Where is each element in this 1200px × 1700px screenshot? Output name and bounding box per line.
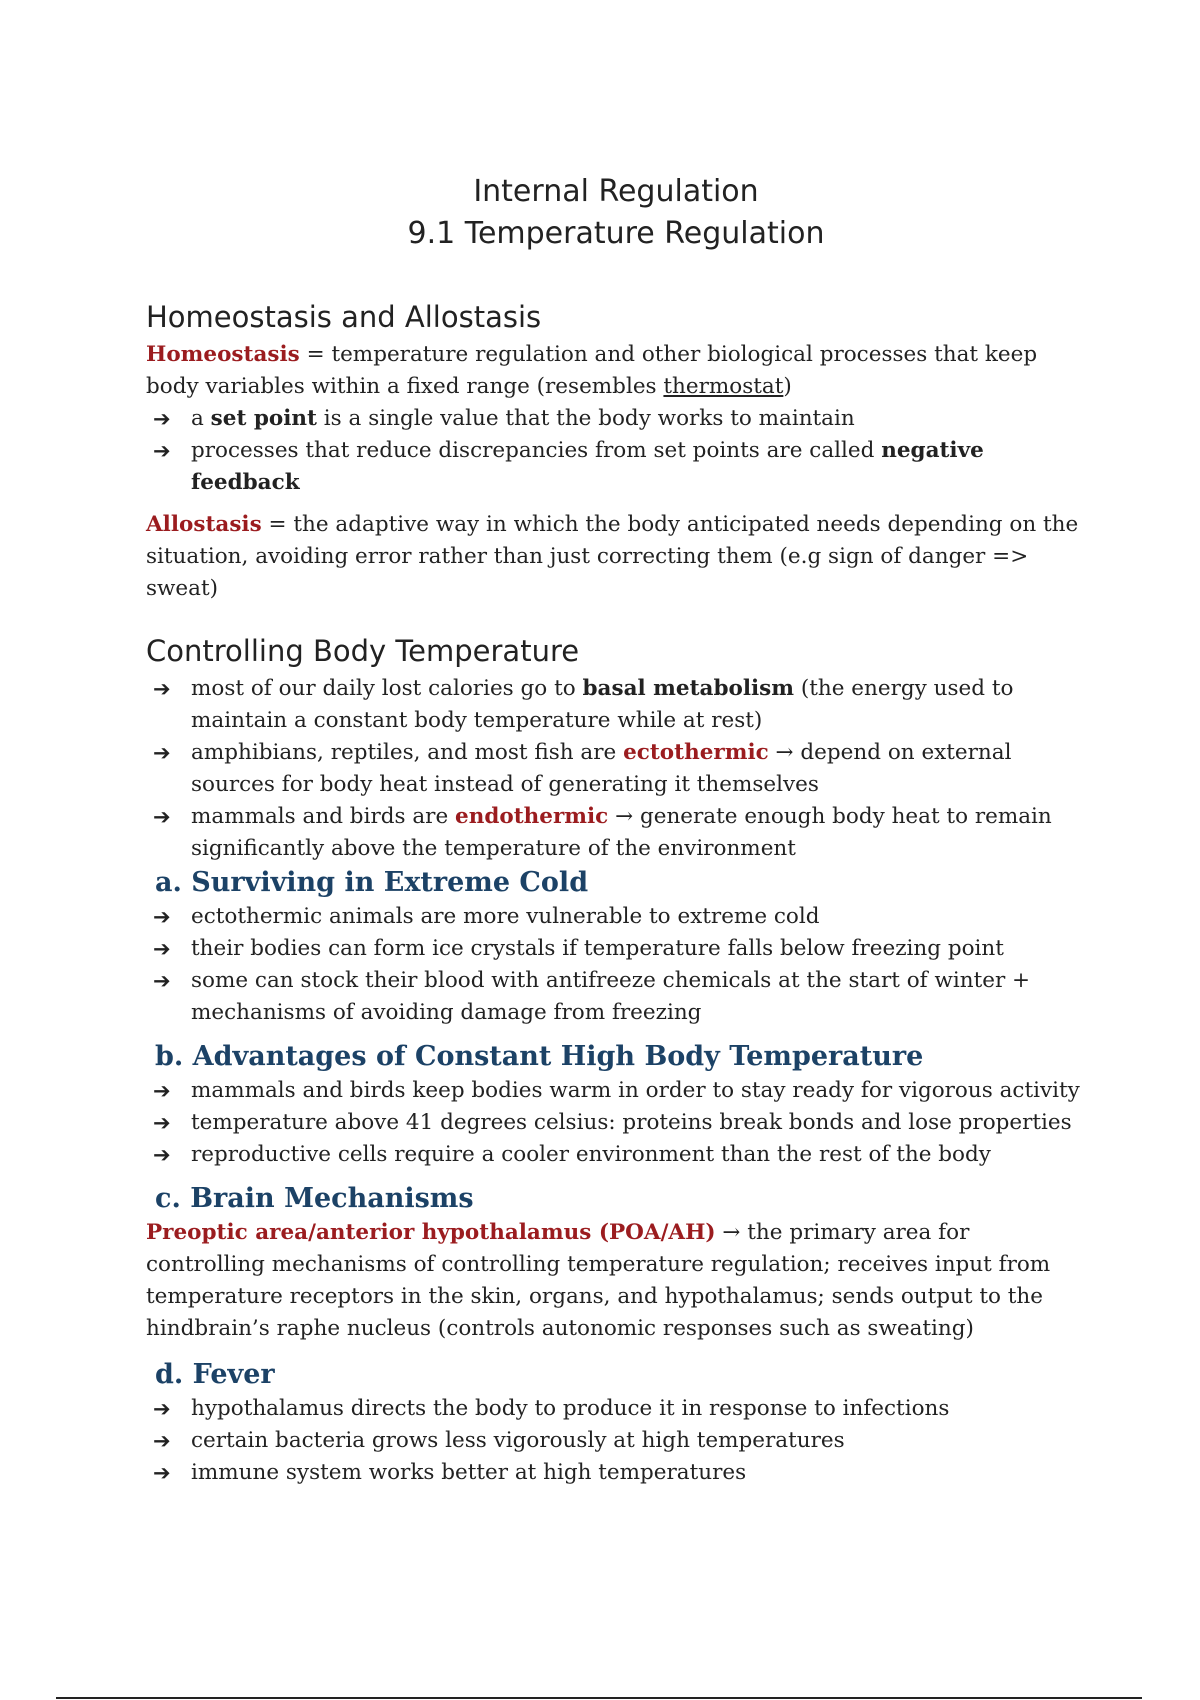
controlling-bullets xyxy=(146,673,1086,865)
list-item: ➔ ectothermic animals are more vulnerable to extreme cold xyxy=(146,901,1086,933)
subheading-advantages: b. Advantages of Constant High Body Temperature xyxy=(155,1041,924,1072)
term-allostasis: Allostasis xyxy=(146,512,262,537)
list-item: ➔ their bodies can form ice crystals if temperature falls below freezing point xyxy=(146,933,1086,965)
cold-bullets xyxy=(146,901,1086,1029)
list-item: ➔ immune system works better at high temperatures xyxy=(146,1457,1086,1489)
arrow-icon: ➔ xyxy=(153,805,171,829)
arrow-icon: ➔ xyxy=(153,937,171,961)
page-subtitle: 9.1 Temperature Regulation xyxy=(407,216,825,251)
list-item: ➔ reproductive cells require a cooler environment than the rest of the body xyxy=(146,1139,1086,1171)
arrow-icon: ➔ xyxy=(153,407,171,431)
subheading-extreme-cold: a. Surviving in Extreme Cold xyxy=(155,867,589,898)
homeostasis-definition: Homeostasis = temperature regulation and other biological processes that keep body variables within a fixed range (resembles thermostat) xyxy=(146,342,1038,399)
arrow-icon: ➔ xyxy=(153,1429,171,1453)
list-item: ➔ mammals and birds keep bodies warm in order to stay ready for vigorous activity xyxy=(146,1075,1086,1107)
list-item: ➔ hypothalamus directs the body to produce it in response to infections xyxy=(146,1393,1086,1425)
arrow-icon: ➔ xyxy=(153,1461,171,1485)
arrow-icon: ➔ xyxy=(153,439,171,463)
notes-body xyxy=(146,295,1086,1489)
list-item: ➔ processes that reduce discrepancies from set points are called negative feedback xyxy=(146,435,1086,499)
page-title: Internal Regulation xyxy=(473,174,759,209)
list-item: ➔ certain bacteria grows less vigorously at high temperatures xyxy=(146,1425,1086,1457)
subheading-brain-mechanisms: c. Brain Mechanisms xyxy=(155,1183,474,1214)
arrow-icon: ➔ xyxy=(153,905,171,929)
page-bottom-divider xyxy=(56,1697,1142,1699)
arrow-icon: ➔ xyxy=(153,969,171,993)
arrow-icon: ➔ xyxy=(153,741,171,765)
arrow-icon: ➔ xyxy=(153,1397,171,1421)
brain-mechanisms-text: Preoptic area/anterior hypothalamus (POA/AH) → the primary area for controlling mechanisms of controlling temperature regulation; receives input from temperature receptors in the skin, organs, and hypothalamus; sends output to the hindbrain’s raphe nucleus (controls autonomic responses such as sweating) xyxy=(146,1220,1051,1341)
term-endothermic: endothermic xyxy=(455,804,609,829)
fever-bullets xyxy=(146,1393,1086,1489)
list-item: ➔ mammals and birds are endothermic → generate enough body heat to remain significantly above the temperature of the environment xyxy=(146,801,1086,865)
subheading-fever: d. Fever xyxy=(155,1359,275,1390)
arrow-icon: ➔ xyxy=(153,677,171,701)
arrow-icon: ➔ xyxy=(153,1143,171,1167)
term-homeostasis: Homeostasis xyxy=(146,342,300,367)
section-heading-homeostasis: Homeostasis and Allostasis xyxy=(146,300,542,334)
list-item: ➔ amphibians, reptiles, and most fish are ectothermic → depend on external sources for body heat instead of generating it themselves xyxy=(146,737,1086,801)
section-heading-controlling: Controlling Body Temperature xyxy=(146,634,580,668)
allostasis-definition: Allostasis = the adaptive way in which the body anticipated needs depending on the situation, avoiding error rather than just correcting them (e.g sign of danger => sweat) xyxy=(146,512,1079,601)
arrow-icon: ➔ xyxy=(153,1111,171,1135)
list-item: ➔ a set point is a single value that the body works to maintain xyxy=(146,403,1086,435)
list-item: ➔ temperature above 41 degrees celsius: proteins break bonds and lose properties xyxy=(146,1107,1086,1139)
term-ectothermic: ectothermic xyxy=(623,740,769,765)
arrow-icon: ➔ xyxy=(153,1079,171,1103)
list-item: ➔ most of our daily lost calories go to basal metabolism (the energy used to maintain a constant body temperature while at rest) xyxy=(146,673,1086,737)
term-poa-ah: Preoptic area/anterior hypothalamus (POA/AH) xyxy=(146,1220,716,1245)
advantages-bullets xyxy=(146,1075,1086,1171)
thermostat-underlined: thermostat xyxy=(663,374,784,399)
list-item: ➔ some can stock their blood with antifreeze chemicals at the start of winter + mechanisms of avoiding damage from freezing xyxy=(146,965,1086,1029)
homeostasis-bullets xyxy=(146,403,1086,499)
